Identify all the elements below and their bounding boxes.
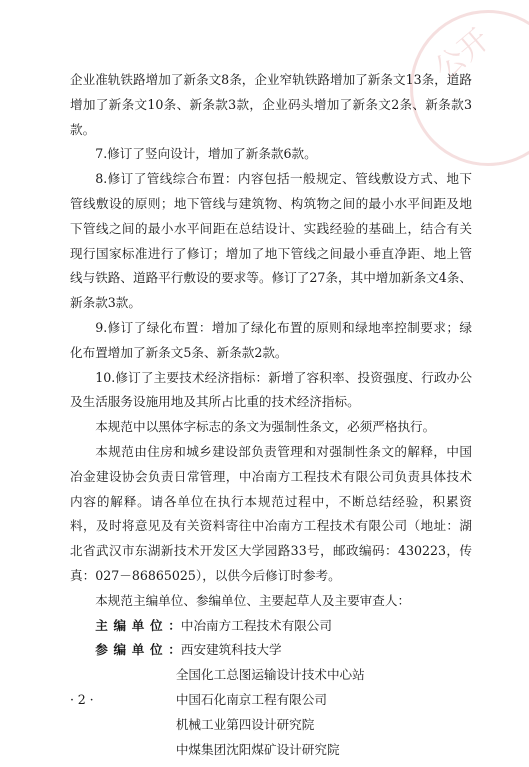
participating-colon: ： <box>168 642 181 658</box>
paragraph-5: 10.修订了主要技术经济指标：新增了容积率、投资强度、行政办公及生活服务设施用地及其所占比重的技术经济指标。 <box>70 369 472 410</box>
chief-editor-label-text: 主编单位 <box>95 617 169 633</box>
paragraph-7: 本规范由住房和城乡建设部负责管理和对强制性条文的解释，中国冶金建设协会负责日常管理，中冶南方工程技术有限公司负责具体技术内容的解释。请各单位在执行本规范过程中，不断总结经验，积累资料，及时将意见及有关资料寄往中冶南方工程技术有限公司（地址：湖北省武汉市东湖新技术开发区大学园路33号，邮政编码：430223，传真：027－86865025），以供今后修订时参考。 <box>70 443 472 583</box>
paragraph-1: 企业准轨铁路增加了新条文8条，企业窄轨铁路增加了新条文13条，道路增加了新条文10条、新条款3款，企业码头增加了新条文2条、新条款3款。 <box>70 72 472 137</box>
paragraph-2: 7.修订了竖向设计，增加了新条款6款。 <box>95 146 317 162</box>
chief-editor-label <box>95 614 181 639</box>
participating-org: 机械工业第四设计研究院 <box>175 716 315 732</box>
paragraph-6: 本规范中以黑体字标志的条文为强制性条文，必须严格执行。 <box>95 419 436 435</box>
participating-label-text: 参编单位 <box>95 642 169 658</box>
stamp-mark: 公开 <box>428 21 497 88</box>
participating-org: 中国石化南京工程有限公司 <box>175 691 327 707</box>
chief-editor-colon: ： <box>168 617 181 633</box>
chief-editor-row <box>70 614 472 639</box>
paragraph-8: 本规范主编单位、参编单位、主要起草人及主要审查人： <box>95 592 411 608</box>
page-number: ·2· <box>70 692 98 707</box>
participating-org: 全国化工总图运输设计技术中心站 <box>175 667 365 683</box>
body-text <box>70 68 472 762</box>
participating-org: 中煤集团沈阳煤矿设计研究院 <box>175 741 340 757</box>
participating-label <box>95 638 181 663</box>
paragraph-3: 8.修订了管线综合布置：内容包括一般规定、管线敷设方式、地下管线敷设的原则；地下管线与建筑物、构筑物之间的最小水平间距及地下管线之间的最小水平间距在总结设计、实践经验的基础上，结合有关现行国家标准进行了修订；增加了地下管线之间最小垂直净距、地上管线与铁路、道路平行敷设的要求等。修订了27条，其中增加新条文4条、新条款3款。 <box>70 171 472 311</box>
participating-row <box>70 638 472 663</box>
chief-editor-value: 中冶南方工程技术有限公司 <box>180 617 332 633</box>
participating-first: 西安建筑科技大学 <box>180 642 282 658</box>
paragraph-4: 9.修订了绿化布置：增加了绿化布置的原则和绿地率控制要求；绿化布置增加了新条文5条、新条款2款。 <box>70 319 472 360</box>
